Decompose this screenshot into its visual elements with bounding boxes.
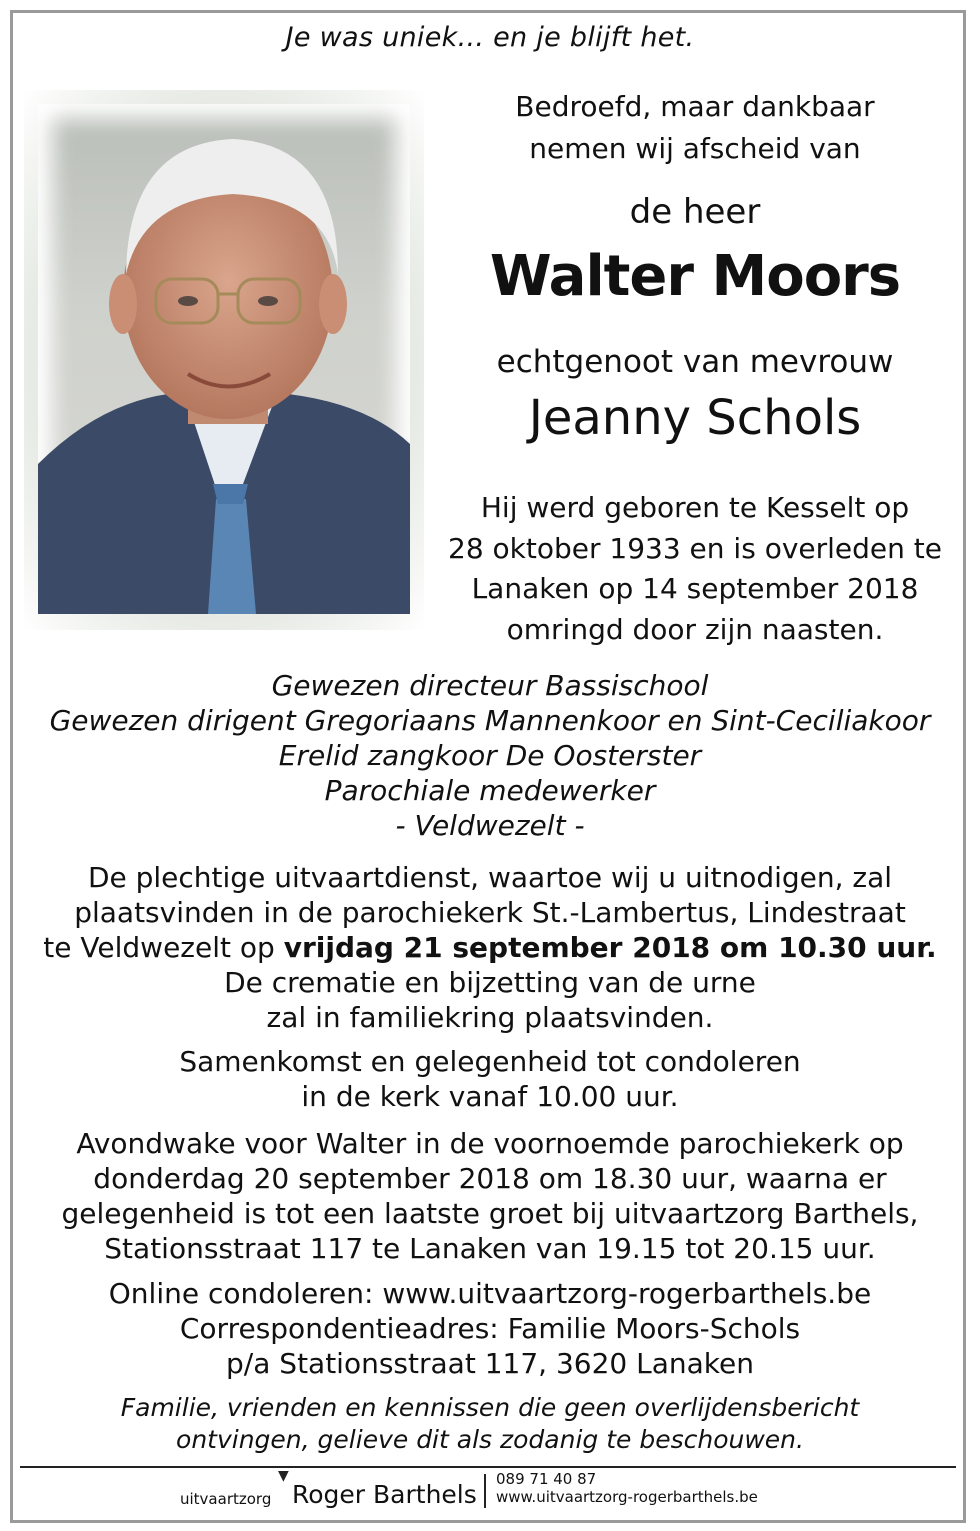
contact-line: Online condoleren: www.uitvaartzorg-rogerbarthels.be — [108, 1277, 872, 1310]
wake-line: gelegenheid is tot een laatste groet bij uitvaartzorg Barthels, — [61, 1197, 919, 1230]
birth-line: omringd door zijn naasten. — [506, 612, 884, 646]
portrait-photo — [24, 90, 424, 630]
footer-prefix: uitvaartzorg — [180, 1490, 272, 1508]
birth-line: Lanaken op 14 september 2018 — [471, 572, 919, 605]
funeral-details — [14, 860, 966, 1035]
closing-note — [14, 1392, 966, 1456]
gathering-line: Samenkomst en gelegenheid tot condoleren — [179, 1045, 801, 1078]
funeral-line: plaatsvinden in de parochiekerk St.-Lambertus, Lindestraat — [74, 896, 906, 929]
funeral-line — [14, 930, 966, 965]
note-line: Familie, vrienden en kennissen die geen overlijdensbericht — [120, 1393, 860, 1422]
contact-details — [14, 1276, 966, 1381]
title-text: de heer — [629, 192, 761, 232]
note-line: ontvingen, gelieve dit als zodanig te beschouwen. — [176, 1425, 804, 1454]
portrait-image — [38, 104, 410, 614]
birth-death-details — [430, 488, 960, 650]
intro-text — [430, 86, 960, 170]
portrait-illustration — [38, 104, 410, 614]
roles-list — [14, 668, 966, 843]
wake-line: donderdag 20 september 2018 om 18.30 uur, waarna er — [93, 1162, 887, 1195]
triangle-logo-icon: ▼ — [278, 1468, 289, 1484]
spouse-name: Jeanny Schols — [528, 390, 862, 446]
footer — [0, 1470, 980, 1520]
motto: Je was uniek... en je blijft het. — [285, 22, 695, 53]
funeral-line-prefix: te Veldwezelt op — [43, 931, 284, 964]
contact-line: p/a Stationsstraat 117, 3620 Lanaken — [226, 1347, 754, 1380]
deceased-name: Walter Moors — [489, 244, 901, 309]
role-line: - Veldwezelt - — [395, 809, 585, 842]
role-line: Erelid zangkoor De Oosterster — [278, 739, 702, 772]
funeral-line: De plechtige uitvaartdienst, waartoe wij u uitnodigen, zal — [87, 861, 893, 894]
wake-details — [14, 1126, 966, 1266]
birth-line: Hij werd geboren te Kesselt op — [480, 491, 910, 524]
wake-line: Stationsstraat 117 te Lanaken van 19.15 tot 20.15 uur. — [104, 1232, 876, 1265]
spouse-intro: echtgenoot van mevrouw — [496, 344, 894, 380]
funeral-date: vrijdag 21 september 2018 om 10.30 uur. — [283, 931, 937, 964]
role-line: Gewezen dirigent Gregoriaans Mannenkoor en Sint-Ceciliakoor — [49, 704, 931, 737]
gathering-details — [14, 1044, 966, 1114]
contact-line: Correspondentieadres: Familie Moors-Schols — [179, 1312, 801, 1345]
funeral-line: zal in familiekring plaatsvinden. — [266, 1001, 714, 1034]
gathering-line: in de kerk vanaf 10.00 uur. — [301, 1080, 679, 1113]
footer-brand: Roger Barthels — [292, 1480, 477, 1509]
wake-line: Avondwake voor Walter in de voornoemde parochiekerk op — [76, 1127, 904, 1160]
funeral-line: De crematie en bijzetting van de urne — [224, 966, 756, 999]
role-line: Gewezen directeur Bassischool — [271, 669, 709, 702]
footer-divider — [20, 1466, 956, 1468]
birth-line: 28 oktober 1933 en is overleden te — [448, 531, 942, 565]
intro-line: nemen wij afscheid van — [529, 132, 861, 165]
footer-phone: 089 71 40 87 — [496, 1470, 597, 1488]
role-line: Parochiale medewerker — [324, 774, 656, 807]
footer-separator — [484, 1474, 486, 1508]
intro-line: Bedroefd, maar dankbaar — [515, 90, 875, 123]
footer-website[interactable]: www.uitvaartzorg-rogerbarthels.be — [496, 1488, 758, 1506]
